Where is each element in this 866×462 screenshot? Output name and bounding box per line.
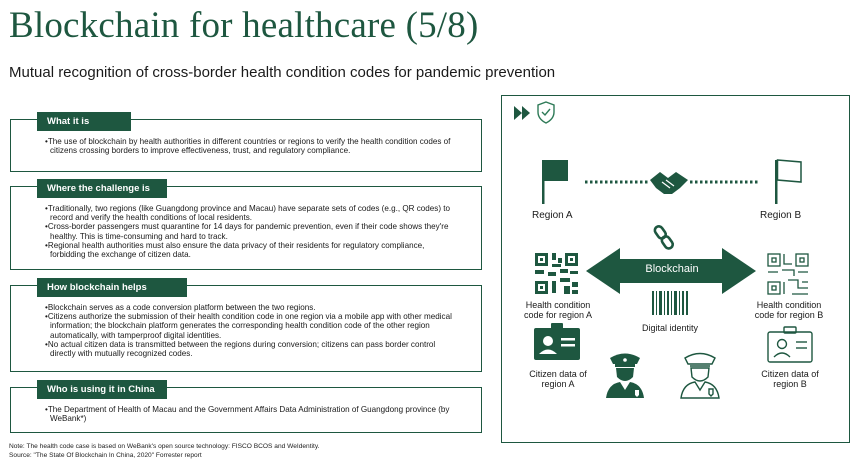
id-card-icon: [768, 327, 812, 362]
health-code-b-label: Health condition code for region B: [754, 300, 824, 320]
fast-forward-icon: [514, 106, 530, 120]
officer-icon: [681, 354, 719, 399]
region-b-label: Region B: [760, 210, 802, 221]
bullet-item: • Cross-border passengers must quarantine for 14 days for pandemic prevention, even if their code shows they're healthy. This is time-consuming and hard to track.: [45, 222, 459, 240]
section-header: Where the challenge is: [37, 179, 167, 198]
health-code-a-label: Health condition code for region A: [523, 300, 593, 320]
bullet-item: • Traditionally, two regions (like Guangdong province and Macau) have separate sets of codes (e.g., QR codes) to record and verify the health conditions of local residents.: [45, 204, 459, 222]
bullet-list: [45, 303, 459, 358]
barcode-icon: [652, 291, 688, 315]
flag-icon: [542, 160, 568, 204]
footnote-source: Source: "The State Of Blockchain In China, 2020" Forrester report: [9, 452, 202, 459]
bullet-list: [45, 405, 459, 423]
bullet-list: [45, 137, 459, 155]
qr-code-icon: [535, 253, 578, 294]
bullet-list: [45, 204, 459, 259]
bullet-item: • Citizens authorize the submission of their health condition code in one region via a mobile app with other medical information; the blockchain platform generates the corresponding health condition code of the other region automatically, with tamperproof digital identities.: [45, 312, 459, 340]
qr-code-icon: [768, 254, 808, 294]
digital-identity-label: Digital identity: [641, 323, 699, 333]
blockchain-label: Blockchain: [645, 263, 699, 275]
citizen-data-b-label: Citizen data of region B: [761, 369, 819, 389]
officer-icon: [606, 354, 644, 399]
section-who-is-using: [10, 384, 482, 433]
page-title: Blockchain for healthcare (5/8): [9, 5, 479, 46]
page-subtitle: Mutual recognition of cross-border health condition codes for pandemic prevention: [9, 64, 556, 81]
section-header: Who is using it in China: [37, 380, 167, 399]
region-a-label: Region A: [532, 210, 573, 221]
bullet-item: • Blockchain serves as a code conversion platform between the two regions.: [45, 303, 459, 312]
handshake-icon: [650, 172, 688, 194]
diagram-panel: [501, 95, 850, 443]
chain-link-icon: [653, 225, 674, 250]
section-header: What it is: [37, 112, 131, 131]
bullet-item: • No actual citizen data is transmitted between the regions during conversion; citizens can pass border control directly with mutually recognized codes.: [45, 340, 459, 358]
footnote-note: Note: The health code case is based on WeBank's open source technology: FISCO BCOS and WeIdentity.: [9, 443, 320, 450]
section-where-challenge: [10, 183, 482, 270]
bullet-item: • The Department of Health of Macau and the Government Affairs Data Administration of Guangdong province (by WeBank*): [45, 405, 459, 423]
bullet-item: • The use of blockchain by health authorities in different countries or regions to verify the health condition codes of citizens crossing borders to improve effectiveness, trust, and regulatory compliance.: [45, 137, 459, 155]
flag-icon: [775, 160, 801, 204]
bullet-item: • Regional health authorities must also ensure the data privacy of their residents for regulatory compliance, forbidding the exchange of citizen data.: [45, 241, 459, 259]
shield-check-icon: [538, 102, 554, 123]
section-what-it-is: [10, 116, 482, 172]
id-card-icon: [534, 323, 580, 360]
section-header: How blockchain helps: [37, 278, 187, 297]
citizen-data-a-label: Citizen data of region A: [529, 369, 587, 389]
section-how-blockchain-helps: [10, 282, 482, 372]
